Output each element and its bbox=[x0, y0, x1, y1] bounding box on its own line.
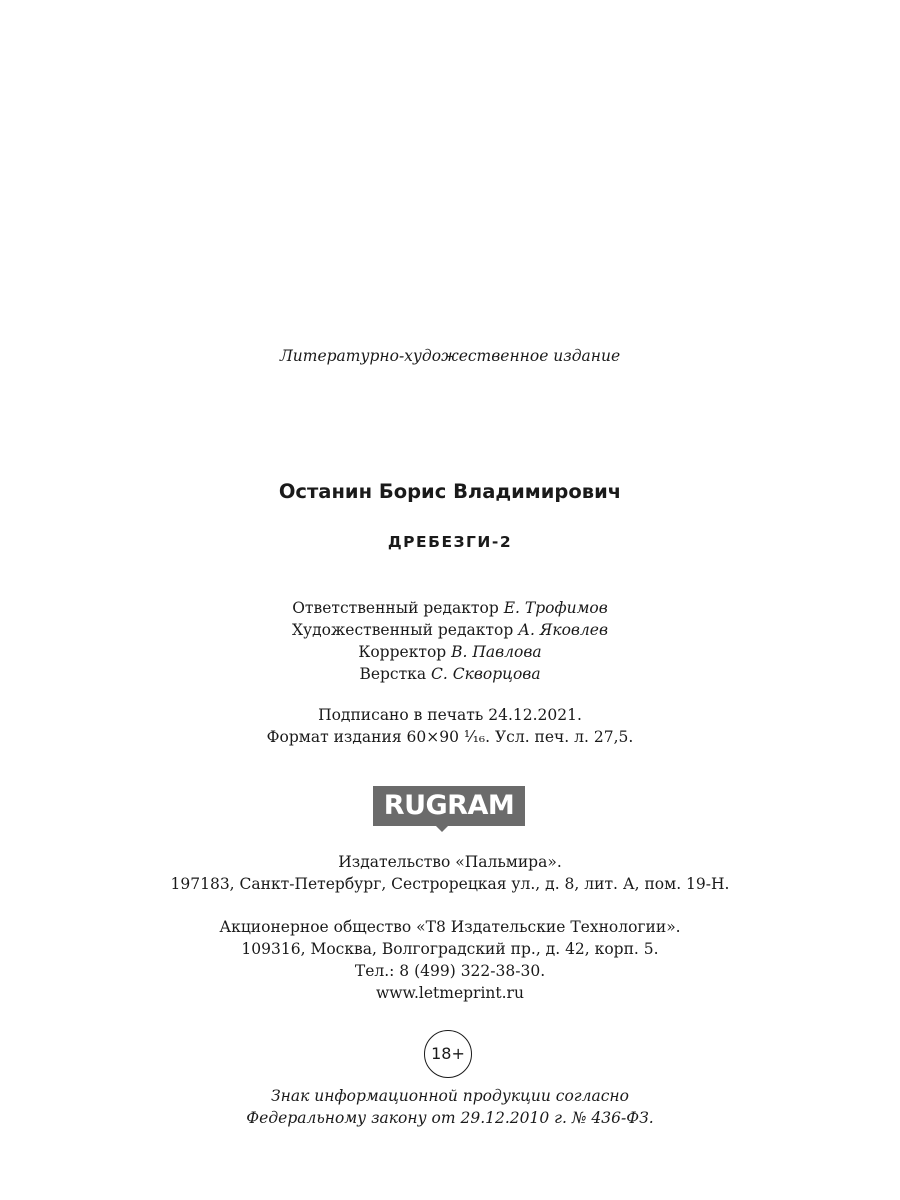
credit-name: А. Яковлев bbox=[518, 621, 608, 639]
credit-role: Ответственный редактор bbox=[292, 599, 499, 617]
series-label: Литературно-художественное издание bbox=[279, 347, 621, 365]
credit-row-chief-editor bbox=[0, 597, 900, 619]
logo-pointer-shape bbox=[436, 826, 448, 832]
credit-name: С. Скворцова bbox=[431, 665, 541, 683]
info-product-notice bbox=[0, 1085, 900, 1129]
credit-row-proofreader bbox=[0, 641, 900, 663]
author-name: Останин Борис Владимирович bbox=[278, 480, 622, 503]
age-rating-badge: 18+ bbox=[424, 1030, 472, 1078]
credit-row-layout bbox=[0, 663, 900, 685]
printer-block bbox=[0, 916, 900, 1004]
publisher-address: 197183, Санкт-Петербург, Сестрорецкая ул., д. 8, лит. А, пом. 19-Н. bbox=[170, 875, 730, 893]
credit-name: В. Павлова bbox=[451, 643, 542, 661]
printer-phone: Тел.: 8 (499) 322-38-30. bbox=[354, 962, 546, 980]
publisher-name: Издательство «Пальмира». bbox=[338, 853, 562, 871]
printer-website: www.letmeprint.ru bbox=[376, 984, 524, 1002]
printer-name: Акционерное общество «Т8 Издательские Технологии». bbox=[219, 918, 681, 936]
publisher-block bbox=[0, 851, 900, 895]
book-title: ДРЕБЕЗГИ-2 bbox=[387, 533, 513, 551]
credit-role: Верстка bbox=[359, 665, 427, 683]
credit-row-art-editor bbox=[0, 619, 900, 641]
credits-block bbox=[0, 597, 900, 685]
edition-format: Формат издания 60×90 ¹⁄₁₆. Усл. печ. л. 27,5. bbox=[266, 728, 634, 746]
notice-line-1: Знак информационной продукции согласно bbox=[271, 1087, 629, 1105]
credit-role: Художественный редактор bbox=[291, 621, 514, 639]
credit-name: Е. Трофимов bbox=[503, 599, 608, 617]
rugram-logo bbox=[373, 786, 525, 830]
print-info-block bbox=[0, 704, 900, 748]
printer-address: 109316, Москва, Волгоградский пр., д. 42, корп. 5. bbox=[241, 940, 659, 958]
rugram-logo-text: RUGRAM bbox=[373, 786, 525, 826]
signed-for-print: Подписано в печать 24.12.2021. bbox=[318, 706, 582, 724]
credit-role: Корректор bbox=[358, 643, 447, 661]
notice-line-2: Федеральному закону от 29.12.2010 г. № 436-ФЗ. bbox=[246, 1109, 654, 1127]
